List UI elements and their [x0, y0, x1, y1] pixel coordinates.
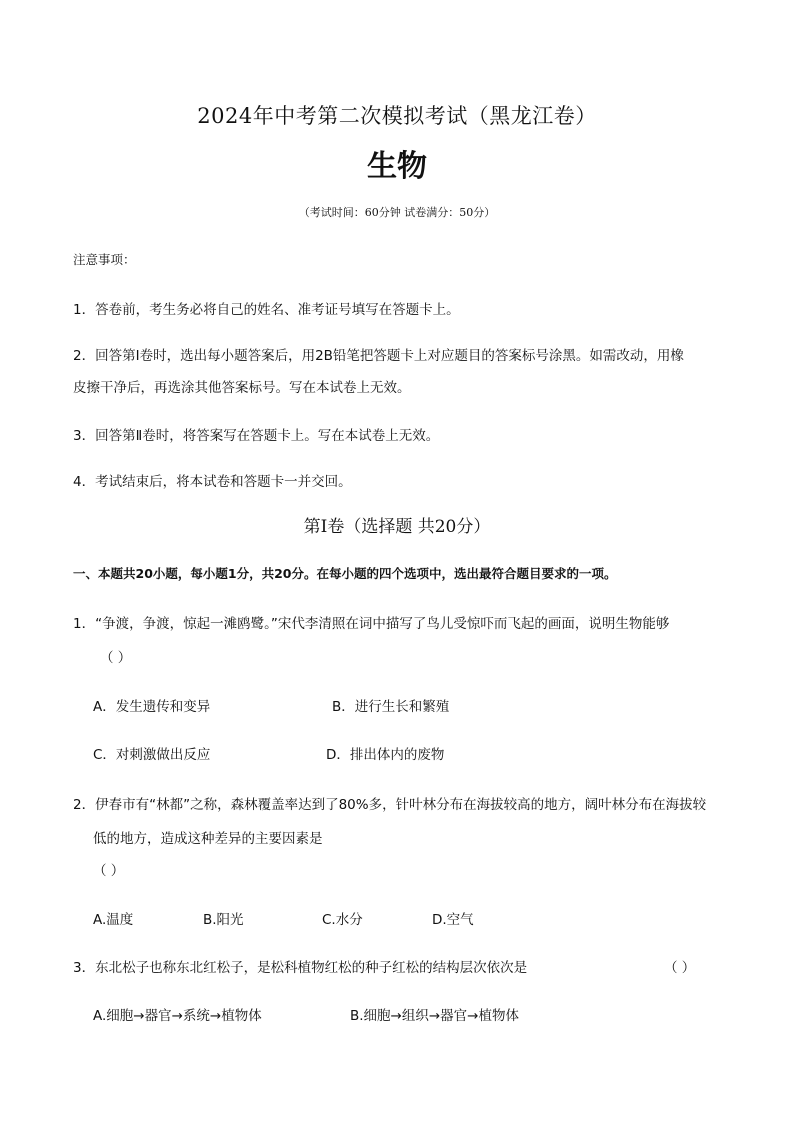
question-2-text-continuation: 低的地方，造成这种差异的主要因素是 [93, 831, 323, 847]
notice-item: 2．回答第Ⅰ卷时，选出每小题答案后，用2B铅笔把答题卡上对应题目的答案标号涂黑。如需改动，用橡 [73, 348, 684, 364]
notice-item: 1．答卷前，考生务必将自己的姓名、准考证号填写在答题卡上。 [73, 302, 460, 318]
question-1-option-b: B．进行生长和繁殖 [332, 699, 450, 715]
notice-item-continuation: 皮擦干净后，再选涂其他答案标号。写在本试卷上无效。 [73, 380, 411, 396]
question-1-text: 1．“争渡，争渡，惊起一滩鸥鹭。”宋代李清照在词中描写了鸟儿受惊吓而飞起的画面，说明生物能够 [73, 616, 670, 632]
question-3-option-a: A.细胞→器官→系统→植物体 [93, 1008, 262, 1024]
question-1-bracket: （ ） [100, 650, 132, 666]
question-2-option-d: D.空气 [432, 912, 474, 928]
question-1-option-c: C．对刺激做出反应 [93, 747, 211, 763]
section-title: 第Ⅰ卷（选择题 共20分） [303, 517, 491, 537]
question-2-option-c: C.水分 [322, 912, 363, 928]
question-3-option-b: B.细胞→组织→器官→植物体 [350, 1008, 519, 1024]
question-1-option-a: A．发生遗传和变异 [93, 699, 211, 715]
question-2-text: 2．伊春市有“林都”之称，森林覆盖率达到了80%多，针叶林分布在海拔较高的地方，阔叶林分布在海拔较 [73, 797, 707, 813]
notice-item: 3．回答第Ⅱ卷时，将答案写在答题卡上。写在本试卷上无效。 [73, 428, 440, 444]
question-3-bracket: （ ） [664, 960, 696, 976]
question-1-option-d: D．排出体内的废物 [326, 747, 445, 763]
notice-heading: 注意事项： [73, 252, 136, 267]
question-2-option-b: B.阳光 [203, 912, 244, 928]
exam-title: 2024年中考第二次模拟考试（黑龙江卷） [197, 104, 597, 128]
section-instruction: 一、本题共20小题，每小题1分，共20分。在每小题的四个选项中，选出最符合题目要求的一项。 [73, 566, 617, 581]
notice-item: 4．考试结束后，将本试卷和答题卡一并交回。 [73, 474, 352, 490]
subject-title: 生物 [367, 149, 427, 184]
question-2-bracket: （ ） [93, 863, 125, 879]
question-2-option-a: A.温度 [93, 912, 134, 928]
exam-info: （考试时间：60分钟 试卷满分：50分） [298, 206, 496, 219]
question-3-text: 3．东北松子也称东北红松子，是松科植物红松的种子红松的结构层次依次是 [73, 960, 528, 976]
